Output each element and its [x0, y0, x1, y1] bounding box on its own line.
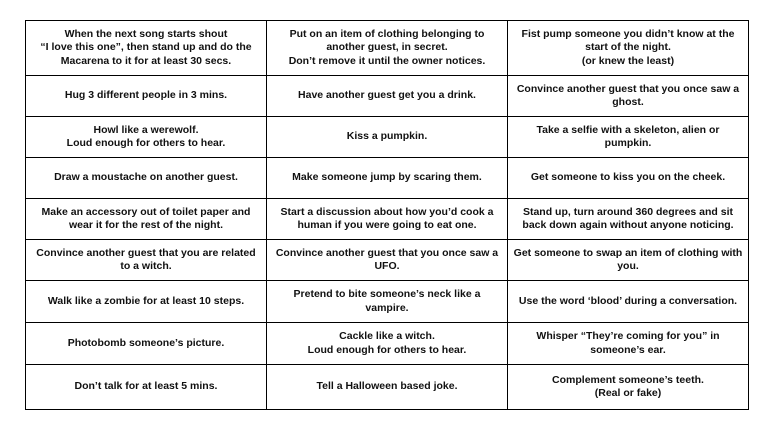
dare-card: Have another guest get you a drink.: [267, 76, 508, 117]
grid-row: [26, 240, 749, 281]
grid-row: [26, 281, 749, 323]
dare-card: Take a selfie with a skeleton, alien or pumpkin.: [508, 117, 749, 158]
dare-card: Tell a Halloween based joke.: [267, 365, 508, 410]
dare-card: Hug 3 different people in 3 mins.: [26, 76, 267, 117]
dare-card: Photobomb someone’s picture.: [26, 323, 267, 365]
dare-card: Pretend to bite someone’s neck like a vampire.: [267, 281, 508, 323]
grid-row: [26, 21, 749, 76]
dare-card: Get someone to kiss you on the cheek.: [508, 158, 749, 199]
dare-card: Stand up, turn around 360 degrees and sit back down again without anyone noticing.: [508, 199, 749, 240]
dare-card: Complement someone’s teeth. (Real or fake): [508, 365, 749, 410]
grid-row: [26, 365, 749, 410]
dare-card: Whisper “They’re coming for you” in someone’s ear.: [508, 323, 749, 365]
grid-row: [26, 323, 749, 365]
dare-card: Howl like a werewolf. Loud enough for others to hear.: [26, 117, 267, 158]
dare-card: Make an accessory out of toilet paper and wear it for the rest of the night.: [26, 199, 267, 240]
dare-card: Convince another guest that you once saw a UFO.: [267, 240, 508, 281]
grid-row: [26, 199, 749, 240]
dare-card: Convince another guest that you are related to a witch.: [26, 240, 267, 281]
dare-card: Don’t talk for at least 5 mins.: [26, 365, 267, 410]
dare-card: Start a discussion about how you’d cook a human if you were going to eat one.: [267, 199, 508, 240]
grid-row: [26, 117, 749, 158]
grid-row: [26, 158, 749, 199]
dare-card: Walk like a zombie for at least 10 steps.: [26, 281, 267, 323]
dare-card: Put on an item of clothing belonging to another guest, in secret. Don’t remove it until the owner notices.: [267, 21, 508, 76]
dare-card: Convince another guest that you once saw a ghost.: [508, 76, 749, 117]
dare-card: When the next song starts shout “I love this one”, then stand up and do the Macarena to it for at least 30 secs.: [26, 21, 267, 76]
dare-card-grid: [25, 20, 749, 410]
grid-row: [26, 76, 749, 117]
dare-card: Get someone to swap an item of clothing with you.: [508, 240, 749, 281]
dare-card: Make someone jump by scaring them.: [267, 158, 508, 199]
dare-card: Kiss a pumpkin.: [267, 117, 508, 158]
dare-card: Cackle like a witch. Loud enough for others to hear.: [267, 323, 508, 365]
dare-card: Fist pump someone you didn’t know at the start of the night. (or knew the least): [508, 21, 749, 76]
dare-card: Draw a moustache on another guest.: [26, 158, 267, 199]
dare-card: Use the word ‘blood’ during a conversation.: [508, 281, 749, 323]
